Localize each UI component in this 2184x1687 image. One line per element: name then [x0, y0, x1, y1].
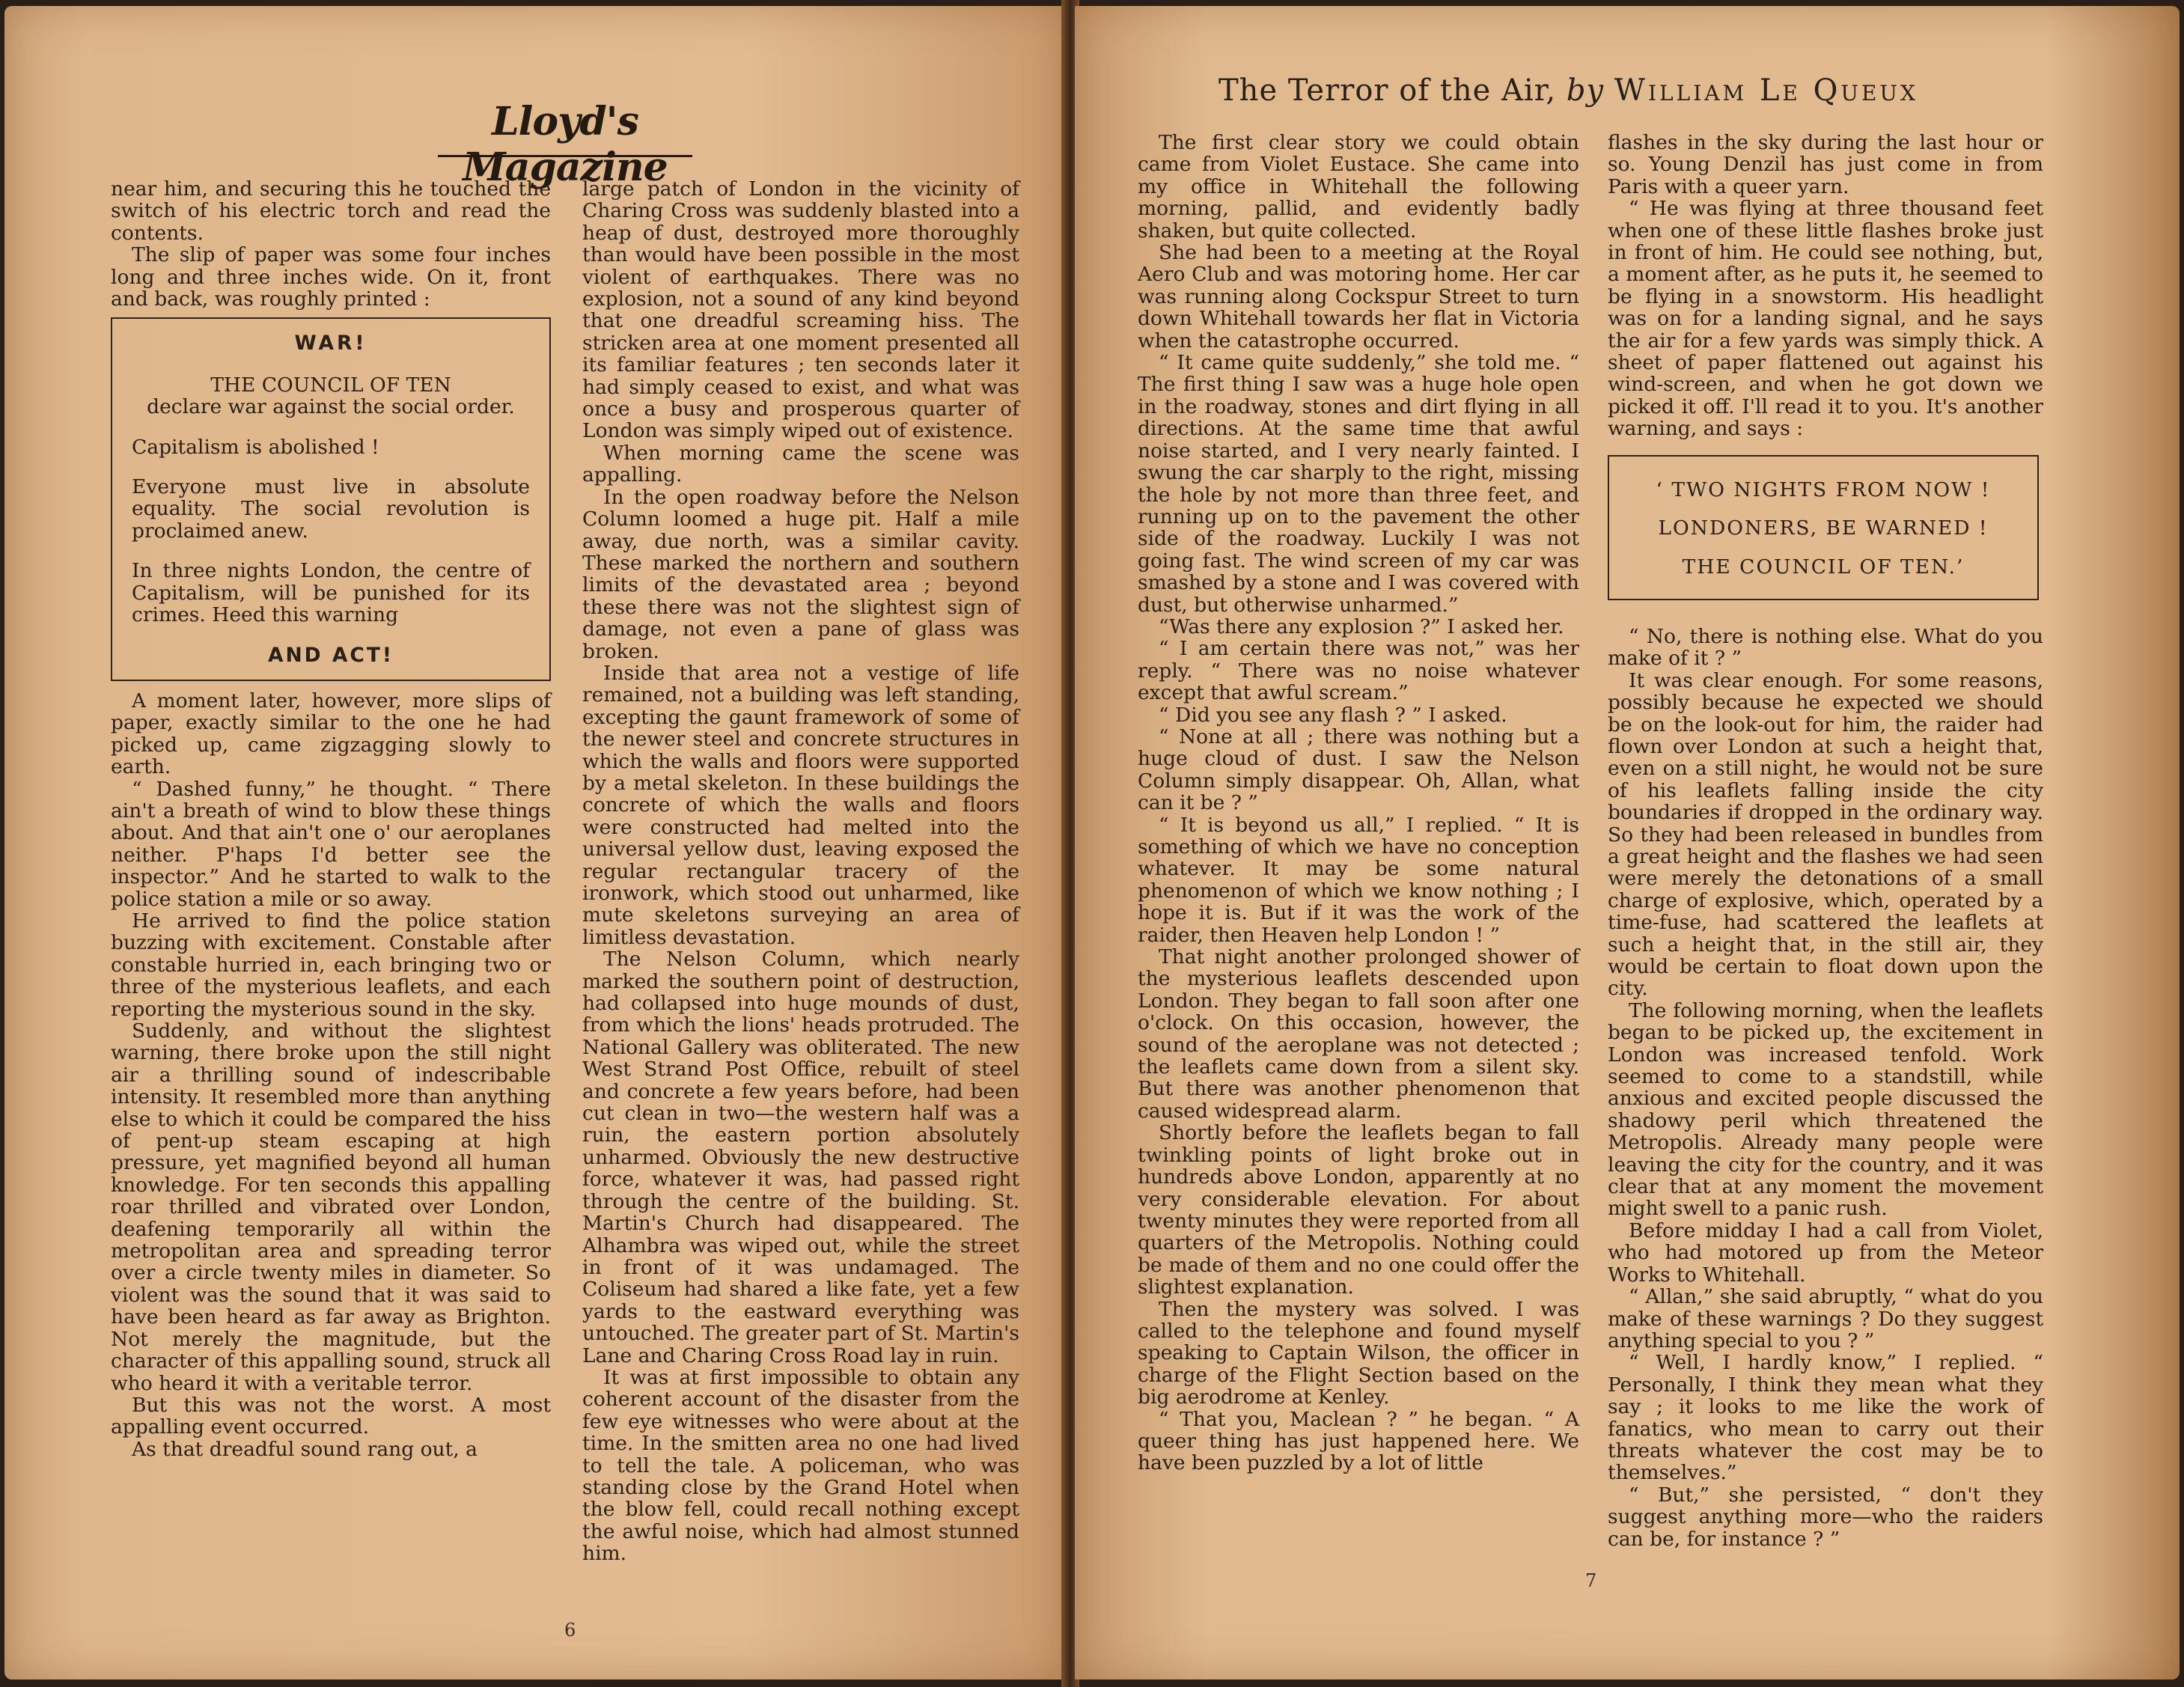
paragraph: “ Dashed funny,” he thought. “ There ain't a breath of wind to blow these things about. And that ain't one o' our aeroplanes neither. P'haps I'd better see the inspector.” And he started to walk to the police station a mile or so away. — [111, 777, 551, 911]
paragraph: near him, and securing this he touched the switch of his electric torch and read the contents. — [111, 177, 551, 245]
paragraph: “ I am certain there was not,” was her reply. “ There was no noise whatever except that awful scream.” — [1138, 637, 1579, 705]
warning-notice-box — [1608, 455, 2039, 600]
masthead — [430, 99, 700, 190]
paragraph: The following morning, when the leaflets began to be picked up, the excitement in London was increased tenfold. Work seemed to come to a standstill, while anxious and excited people discussed the shadowy peril which threatened the Metropolis. Already many people were leaving the city for the country, and it was clear that at any moment the movement might swell to a panic rush. — [1608, 998, 2043, 1221]
paragraph: “Was there any explosion ?” I asked her. — [1159, 614, 1564, 638]
page-number: 7 — [1585, 1570, 1597, 1591]
notice-line: THE COUNCIL OF TEN.’ — [1682, 555, 1965, 579]
running-head-title: The Terror of the Air, — [1218, 73, 1557, 108]
notice-line: Capitalism is abolished ! — [132, 435, 379, 459]
paragraph: “ It is beyond us all,” I replied. “ It is something of which we have no conception whatever. It may be some natural phenomenon of which we know nothing ; I hope it is. But if it was the work of the raider, then Heaven help London ! ” — [1138, 813, 1579, 947]
page-number: 6 — [564, 1620, 576, 1641]
paragraph: She had been to a meeting at the Royal Aero Club and was motoring home. Her car was running along Cockspur Street to turn down Whitehall towards her flat in Victoria when the catastrophe occurred. — [1138, 241, 1579, 353]
running-head-by: by — [1566, 73, 1605, 108]
paragraph: “ No, there is nothing else. What do you make of it ? ” — [1608, 624, 2043, 671]
paragraph: The first clear story we could obtain came from Violet Eustace. She came into my office in Whitehall the following morning, pallid, and evidently badly shaken, but quite collected. — [1138, 131, 1579, 242]
notice-line: declare war against the social order. — [147, 395, 515, 419]
column-2 — [582, 178, 1019, 1565]
paragraph: It was at first impossible to obtain any coherent account of the disaster from the few eye witnesses who were about at the time. In the smitten area no one had lived to tell the tale. A policeman, who was standing close by the Grand Hotel when the blow fell, could recall nothing except the awful noise, which had almost stunned him. — [582, 1365, 1019, 1566]
masthead-title: Lloyd's Magazine — [463, 99, 668, 190]
paragraph: Before midday I had a call from Violet, who had motored up from the Meteor Works to Whitehall. — [1608, 1218, 2043, 1287]
paragraph: “ That you, Maclean ? ” he began. “ A queer thing has just happened here. We have been puzzled by a lot of little — [1138, 1407, 1579, 1475]
column-4 — [1608, 132, 2043, 1550]
paragraph: Then the mystery was solved. I was called to the telephone and found myself speaking to Captain Wilson, the officer in charge of the Flight Section based on the big aerodrome at Kenley. — [1138, 1297, 1579, 1409]
masthead-underline — [438, 155, 692, 157]
notice-line: In three nights London, the centre of Capitalism, will be punished for its crimes. Heed this warning — [132, 559, 530, 627]
paragraph: When morning came the scene was appalling. — [582, 441, 1019, 487]
paragraph: “ Allan,” she said abruptly, “ what do you make of these warnings ? Do they suggest anything special to you ? ” — [1608, 1285, 2043, 1352]
war-notice-box — [111, 317, 551, 680]
paragraph: But this was not the worst. A most appalling event occurred. — [111, 1393, 551, 1439]
paragraph: That night another prolonged shower of the mysterious leaflets descended upon London. They began to fall soon after one o'clock. On this occasion, however, the sound of the aeroplane was not detected ; the leaflets came down from a silent sky. But there was another phenomenon that caused widespread alarm. — [1138, 945, 1579, 1123]
paragraph: “ He was flying at three thousand feet when one of these little flashes broke just in front of him. He could see nothing, but, a moment after, as he puts it, he seemed to be flying in a snowstorm. His headlight was on for a landing signal, and he says the air for a few yards was simply thick. A sheet of paper flattened out against his wind-screen, and when he got down we picked it off. I'll read it to you. It's another warning, and says : — [1608, 197, 2043, 441]
notice-heading: WAR! — [294, 332, 367, 356]
notice-line: LONDONERS, BE WARNED ! — [1658, 516, 1989, 540]
paragraph: The slip of paper was some four inches long and three inches wide. On it, front and back, was roughly printed : — [111, 243, 551, 311]
paragraph: “ It came quite suddenly,” she told me. “ The first thing I saw was a huge hole open in the roadway, stones and dirt flying in all directions. At the same time that awful noise started, and I very nearly fainted. I swung the car sharply to the right, missing the hole by not more than three feet, and running up on to the pavement the other side of the roadway. Luckily I was not going fast. The wind screen of my car was smashed by a stone and I was covered with dust, but otherwise unharmed.” — [1138, 351, 1579, 617]
running-head — [1218, 73, 2117, 108]
notice-line: ‘ TWO NIGHTS FROM NOW ! — [1656, 478, 1991, 501]
paragraph: Shortly before the leaflets began to fall twinkling points of light broke out in hundreds above London, apparently at no very considerable elevation. For about twenty minutes they were reported from all quarters of the Metropolis. Nothing could be made of them and no one could offer the slightest explanation. — [1138, 1121, 1579, 1299]
column-1 — [111, 178, 551, 1460]
notice-line: THE COUNCIL OF TEN — [210, 373, 451, 397]
paragraph: “ None at all ; there was nothing but a huge cloud of dust. I saw the Nelson Column simply disappear. Oh, Allan, what can it be ? ” — [1138, 724, 1579, 815]
paragraph: “ But,” she persisted, “ don't they suggest anything more—who the raiders can be, for instance ? ” — [1608, 1483, 2043, 1551]
column-3 — [1138, 132, 1579, 1474]
paragraph: A moment later, however, more slips of paper, exactly similar to the one he had picked up, came zigzagging slowly to earth. — [111, 689, 551, 779]
notice-closing: AND ACT! — [267, 643, 394, 667]
paragraph: “ Did you see any flash ? ” I asked. — [1159, 703, 1507, 727]
paragraph: Suddenly, and without the slightest warning, there broke upon the still night air a thrilling sound of indescribable intensity. It resembled more than anything else to which it could be compared the hiss of pent-up steam escaping at high pressure, yet magnified beyond all human knowledge. For ten seconds this appalling roar thrilled and vibrated over London, deafening temporarily all within the metropolitan area and spreading terror over a circle twenty miles in diameter. So violent was the sound that it was said to have been heard as far away as Brighton. Not merely the magnitude, but the character of this appalling sound, struck all who heard it with a veritable terror. — [111, 1019, 551, 1395]
paragraph: flashes in the sky during the last hour or so. Young Denzil has just come in from Paris with a queer yarn. — [1608, 131, 2043, 198]
paragraph: In the open roadway before the Nelson Column loomed a huge pit. Half a mile away, due north, was a similar cavity. These marked the northern and southern limits of the devastated area ; beyond these there was not the slightest sign of damage, not even a pane of glass was broken. — [582, 485, 1019, 663]
paragraph: The Nelson Column, which nearly marked the southern point of destruction, had collapsed into huge mounds of dust, from which the lions' heads protruded. The National Gallery was obliterated. The new West Strand Post Office, rebuilt of steel and concrete a few years before, had been cut clean in two—the western half was a ruin, the eastern portion absolutely unharmed. Obviously the new destructive force, whatever it was, had passed right through the centre of the building. St. Martin's Church had disappeared. The Alhambra was wiped out, while the street in front of it was undamaged. The Coliseum had shared a like fate, yet a few yards to the eastward everything was untouched. The greater part of St. Martin's Lane and Charing Cross Road lay in ruin. — [582, 948, 1019, 1367]
paragraph: He arrived to find the police station buzzing with excitement. Constable after constable hurried in, each bringing two or three of the mysterious leaflets, and each reporting the mysterious sound in the sky. — [111, 909, 551, 1021]
paragraph: large patch of London in the vicinity of Charing Cross was suddenly blasted into a heap of dust, destroyed more thoroughly than would have been possible in the most violent of earthquakes. There was no explosion, not a sound of any kind beyond that one dreadful screaming hiss. The stricken area at one moment presented all its familiar features ; ten seconds later it had simply ceased to exist, and what was once a busy and prosperous quarter of London was simply wiped out of existence. — [582, 177, 1019, 443]
running-head-author: William Le Queux — [1614, 73, 1918, 108]
paragraph: “ Well, I hardly know,” I replied. “ Personally, I think they mean what they say ; it looks to me like the work of fanatics, who mean to carry out their threats whatever the cost may be to themselves.” — [1608, 1351, 2043, 1485]
paragraph: Inside that area not a vestige of life remained, not a building was left standing, excepting the gaunt framework of some of the newer steel and concrete structures in which the walls and floors were supported by a metal skeleton. In these buildings the concrete of which the walls and floors were constructed had melted into the universal yellow dust, leaving exposed the regular rectangular tracery of the ironwork, which stood out unharmed, like mute skeletons surveying an area of limitless devastation. — [582, 661, 1019, 949]
paragraph: It was clear enough. For some reasons, possibly because he expected we should be on the look-out for him, the raider had flown over London at such a height that, even on a still night, he would not be sure of his leaflets falling inside the city boundaries if dropped in the ordinary way. So they had been released in bundles from a great height and the flashes we had seen were merely the detonations of a small charge of explosive, which, operated by a time-fuse, had scattered the leaflets at such a height that, in the still air, they would be certain to float down upon the city. — [1608, 668, 2043, 1001]
notice-line: Everyone must live in absolute equality. The social revolution is proclaimed anew. — [132, 475, 530, 543]
paragraph: As that dreadful sound rang out, a — [132, 1437, 478, 1461]
